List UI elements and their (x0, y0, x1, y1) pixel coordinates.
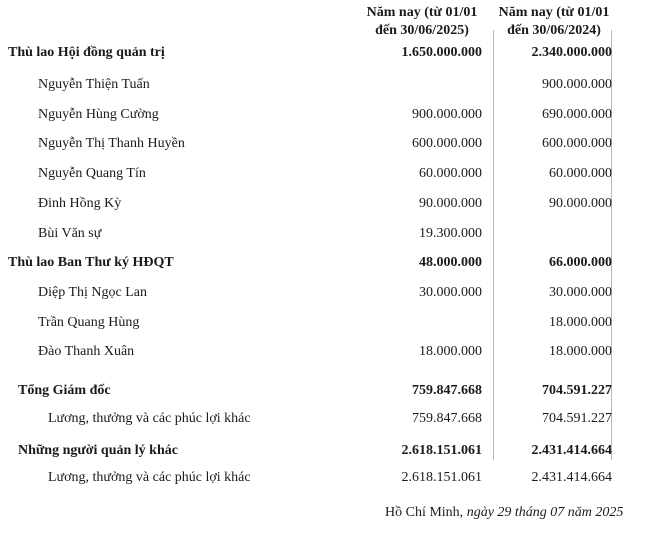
row-label: Thù lao Hội đồng quản trị (8, 45, 165, 60)
column-header-2024-line1: Năm nay (từ 01/01 (498, 5, 610, 20)
row-label: Đào Thanh Xuân (38, 344, 135, 359)
row-label: Diệp Thị Ngọc Lan (38, 285, 147, 300)
row-label: Lương, thưởng và các phúc lợi khác (48, 411, 251, 426)
row-value-2025: 2.618.151.061 (401, 443, 482, 458)
row-value-2025: 1.650.000.000 (401, 45, 482, 60)
row-label: Đinh Hồng Kỳ (38, 196, 122, 211)
row-value-2024: 600.000.000 (542, 136, 612, 151)
table-row (0, 341, 647, 363)
row-value-2025: 900.000.000 (412, 107, 482, 122)
section-row-general-director (0, 380, 647, 402)
row-value-2024: 2.340.000.000 (531, 45, 612, 60)
table-row (0, 312, 647, 334)
column-header-2025 (356, 4, 488, 40)
row-label: Những người quản lý khác (18, 443, 178, 458)
section-row-secretary-remuneration (0, 252, 647, 274)
row-value-2025: 600.000.000 (412, 136, 482, 151)
row-value-2024: 690.000.000 (542, 107, 612, 122)
signature-date-line (385, 505, 623, 521)
row-value-2024: 60.000.000 (549, 166, 612, 181)
row-value-2024: 18.000.000 (549, 344, 612, 359)
row-label: Trần Quang Hùng (38, 315, 140, 330)
row-value-2024: 2.431.414.664 (531, 443, 612, 458)
section-row-board-remuneration (0, 42, 647, 64)
row-value-2024: 704.591.227 (542, 411, 612, 426)
row-value-2024: 66.000.000 (549, 255, 612, 270)
table-row (0, 223, 647, 245)
table-row (0, 74, 647, 96)
row-value-2025: 18.000.000 (419, 344, 482, 359)
row-label: Nguyễn Thị Thanh Huyền (38, 136, 185, 151)
row-label: Bùi Văn sự (38, 226, 102, 241)
row-value-2024: 704.591.227 (542, 383, 612, 398)
row-label: Thù lao Ban Thư ký HĐQT (8, 255, 174, 270)
footer-place: Hồ Chí Minh, (385, 505, 464, 520)
row-label: Nguyễn Quang Tín (38, 166, 146, 181)
table-row (0, 163, 647, 185)
footer-date: ngày 29 tháng 07 năm 2025 (466, 505, 624, 520)
row-label: Nguyễn Thiện Tuấn (38, 77, 150, 92)
row-value-2024: 30.000.000 (549, 285, 612, 300)
row-label: Nguyễn Hùng Cường (38, 107, 159, 122)
section-row-other-managers (0, 440, 647, 462)
row-value-2024: 2.431.414.664 (531, 470, 612, 485)
table-row (0, 282, 647, 304)
row-value-2025: 90.000.000 (419, 196, 482, 211)
column-header-2025-line1: Năm nay (từ 01/01 (366, 5, 478, 20)
row-value-2024: 900.000.000 (542, 77, 612, 92)
row-value-2025: 19.300.000 (419, 226, 482, 241)
table-row (0, 133, 647, 155)
column-header-2025-line2: đến 30/06/2025) (375, 23, 469, 38)
column-header-2024-line2: đến 30/06/2024) (507, 23, 601, 38)
row-value-2025: 759.847.668 (412, 411, 482, 426)
row-value-2024: 18.000.000 (549, 315, 612, 330)
row-value-2025: 48.000.000 (419, 255, 482, 270)
table-row (0, 193, 647, 215)
row-label: Lương, thưởng và các phúc lợi khác (48, 470, 251, 485)
row-value-2025: 2.618.151.061 (401, 470, 482, 485)
row-label: Tổng Giám đốc (18, 383, 111, 398)
table-row (0, 104, 647, 126)
column-header-2024 (488, 4, 620, 40)
table-row (0, 408, 647, 430)
table-row (0, 467, 647, 489)
row-value-2025: 60.000.000 (419, 166, 482, 181)
row-value-2025: 759.847.668 (412, 383, 482, 398)
row-value-2025: 30.000.000 (419, 285, 482, 300)
row-value-2024: 90.000.000 (549, 196, 612, 211)
